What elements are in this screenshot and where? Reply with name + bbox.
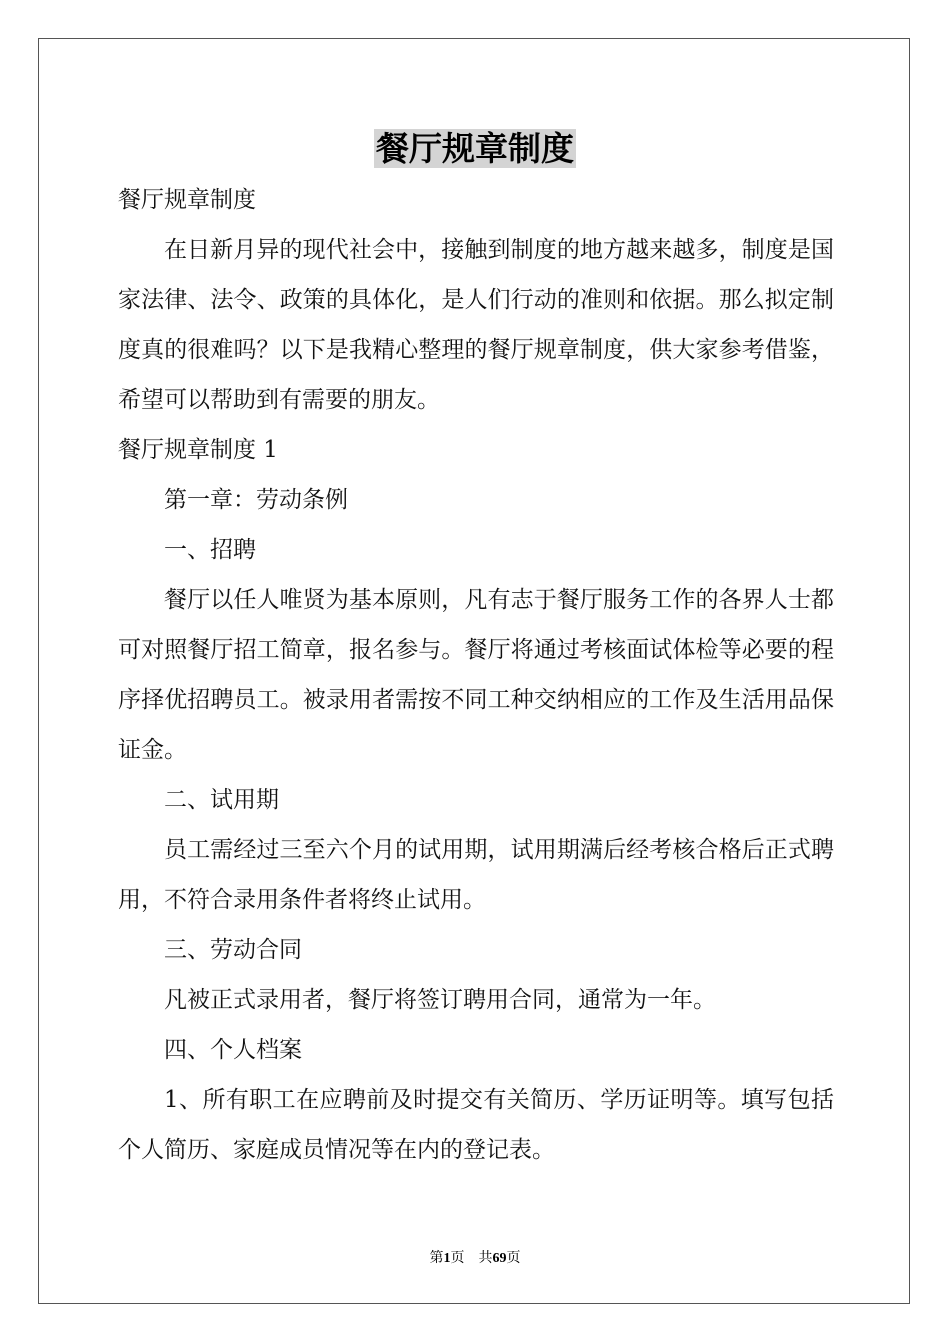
paragraph: 二、试用期: [164, 787, 279, 813]
footer-page-number: 1: [443, 1251, 451, 1266]
footer-total-prefix: 共: [478, 1251, 493, 1266]
document-title-text: 餐厅规章制度: [376, 129, 574, 168]
paragraph: 员工需经过三至六个月的试用期，试用期满后经考核合格后正式聘用，不符合录用条件者将终止试用。: [118, 837, 834, 913]
paragraph: 第一章：劳动条例: [164, 487, 348, 513]
paragraph: 餐厅规章制度: [118, 187, 256, 213]
footer-page-suffix: 页: [450, 1251, 465, 1266]
paragraph: 餐厅规章制度 1: [118, 437, 278, 463]
footer-page-prefix: 第: [429, 1251, 444, 1266]
paragraph: 在日新月异的现代社会中，接触到制度的地方越来越多，制度是国家法律、法令、政策的具体化，是人们行动的准则和依据。那么拟定制度真的很难吗？以下是我精心整理的餐厅规章制度，供大家参考借鉴，希望可以帮助到有需要的朋友。: [118, 237, 834, 413]
paragraph: 餐厅以任人唯贤为基本原则，凡有志于餐厅服务工作的各界人士都可对照餐厅招工简章，报名参与。餐厅将通过考核面试体检等必要的程序择优招聘员工。被录用者需按不同工种交纳相应的工作及生活用品保证金。: [118, 587, 834, 763]
paragraph: 三、劳动合同: [164, 937, 302, 963]
footer-total-suffix: 页: [506, 1251, 521, 1266]
paragraph: 一、招聘: [164, 537, 256, 563]
paragraph: 1、所有职工在应聘前及时提交有关简历、学历证明等。填写包括个人简历、家庭成员情况等在内的登记表。: [118, 1087, 834, 1163]
footer-total-pages: 69: [492, 1251, 507, 1266]
paragraph: 四、个人档案: [164, 1037, 302, 1063]
document-body: [118, 175, 834, 1175]
document-title: [0, 127, 950, 171]
page-footer: [0, 1247, 950, 1267]
paragraph: 凡被正式录用者，餐厅将签订聘用合同，通常为一年。: [164, 987, 716, 1013]
